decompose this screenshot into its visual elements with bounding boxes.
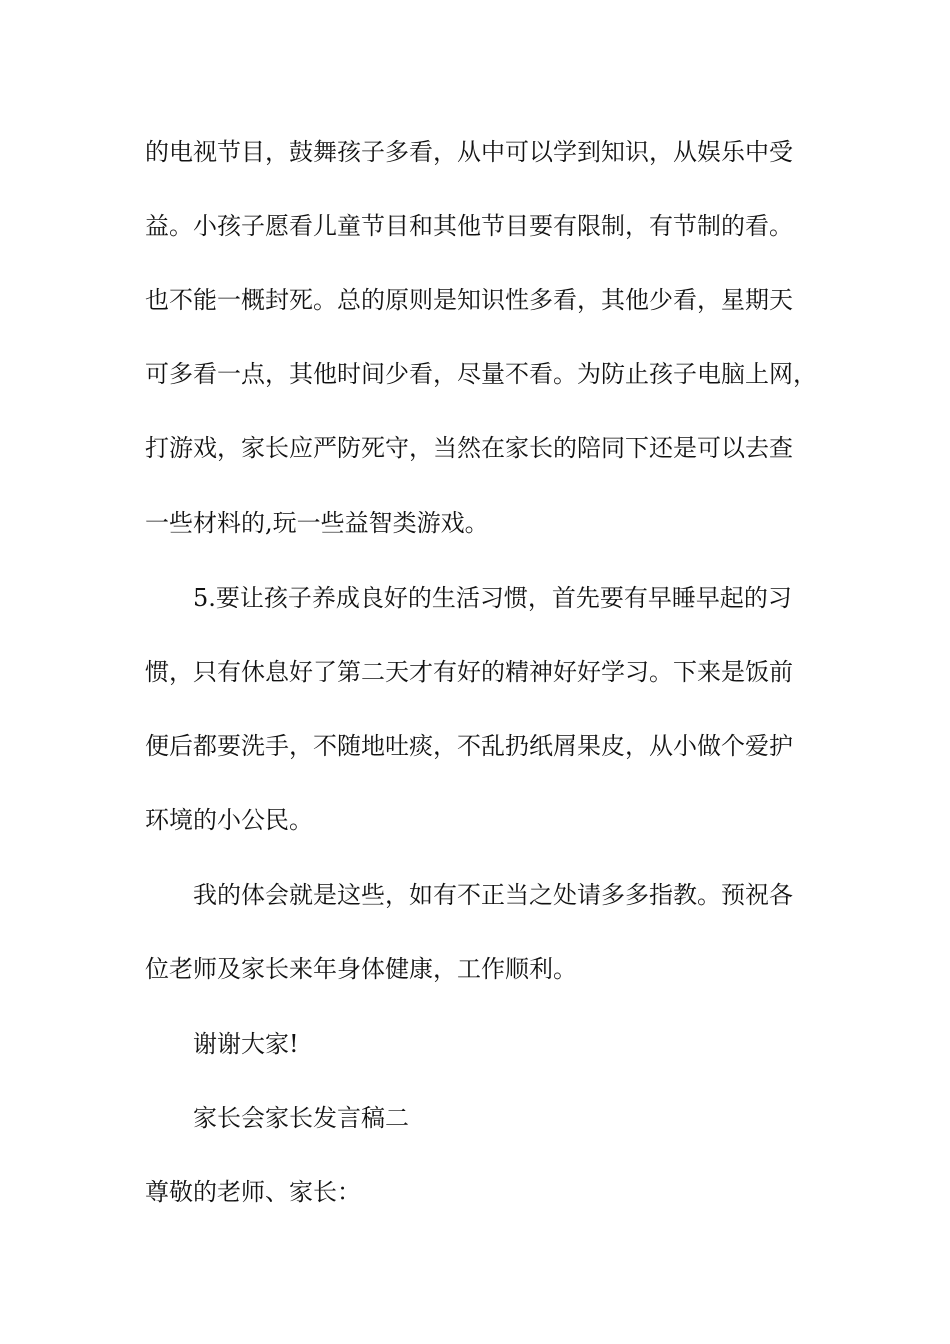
paragraph-line: 益。小孩子愿看儿童节目和其他节目要有限制，有节制的看。 — [145, 212, 793, 240]
paragraph-line: 惯，只有休息好了第二天才有好的精神好好学习。下来是饭前 — [145, 658, 793, 686]
paragraph-line: 5.要让孩子养成良好的生活习惯，首先要有早睡早起的习 — [193, 584, 792, 612]
paragraph-line: 可多看一点，其他时间少看，尽量不看。为防止孩子电脑上网， — [145, 360, 817, 388]
paragraph-line: 便后都要洗手，不随地吐痰，不乱扔纸屑果皮，从小做个爱护 — [145, 732, 793, 760]
paragraph-line: 也不能一概封死。总的原则是知识性多看，其他少看，星期天 — [145, 286, 793, 314]
closing-line: 谢谢大家! — [193, 1030, 299, 1058]
paragraph-line: 环境的小公民。 — [145, 806, 313, 834]
paragraph-line: 的电视节目，鼓舞孩子多看，从中可以学到知识，从娱乐中受 — [145, 138, 793, 166]
paragraph-line: 我的体会就是这些，如有不正当之处请多多指教。预祝各 — [193, 881, 793, 909]
salutation-line: 尊敬的老师、家长： — [145, 1178, 361, 1206]
paragraph-line: 位老师及家长来年身体健康，工作顺利。 — [145, 955, 577, 983]
paragraph-line: 一些材料的,玩一些益智类游戏。 — [145, 509, 489, 537]
section-heading: 家长会家长发言稿二 — [193, 1104, 409, 1132]
paragraph-line: 打游戏，家长应严防死守，当然在家长的陪同下还是可以去查 — [145, 434, 793, 462]
